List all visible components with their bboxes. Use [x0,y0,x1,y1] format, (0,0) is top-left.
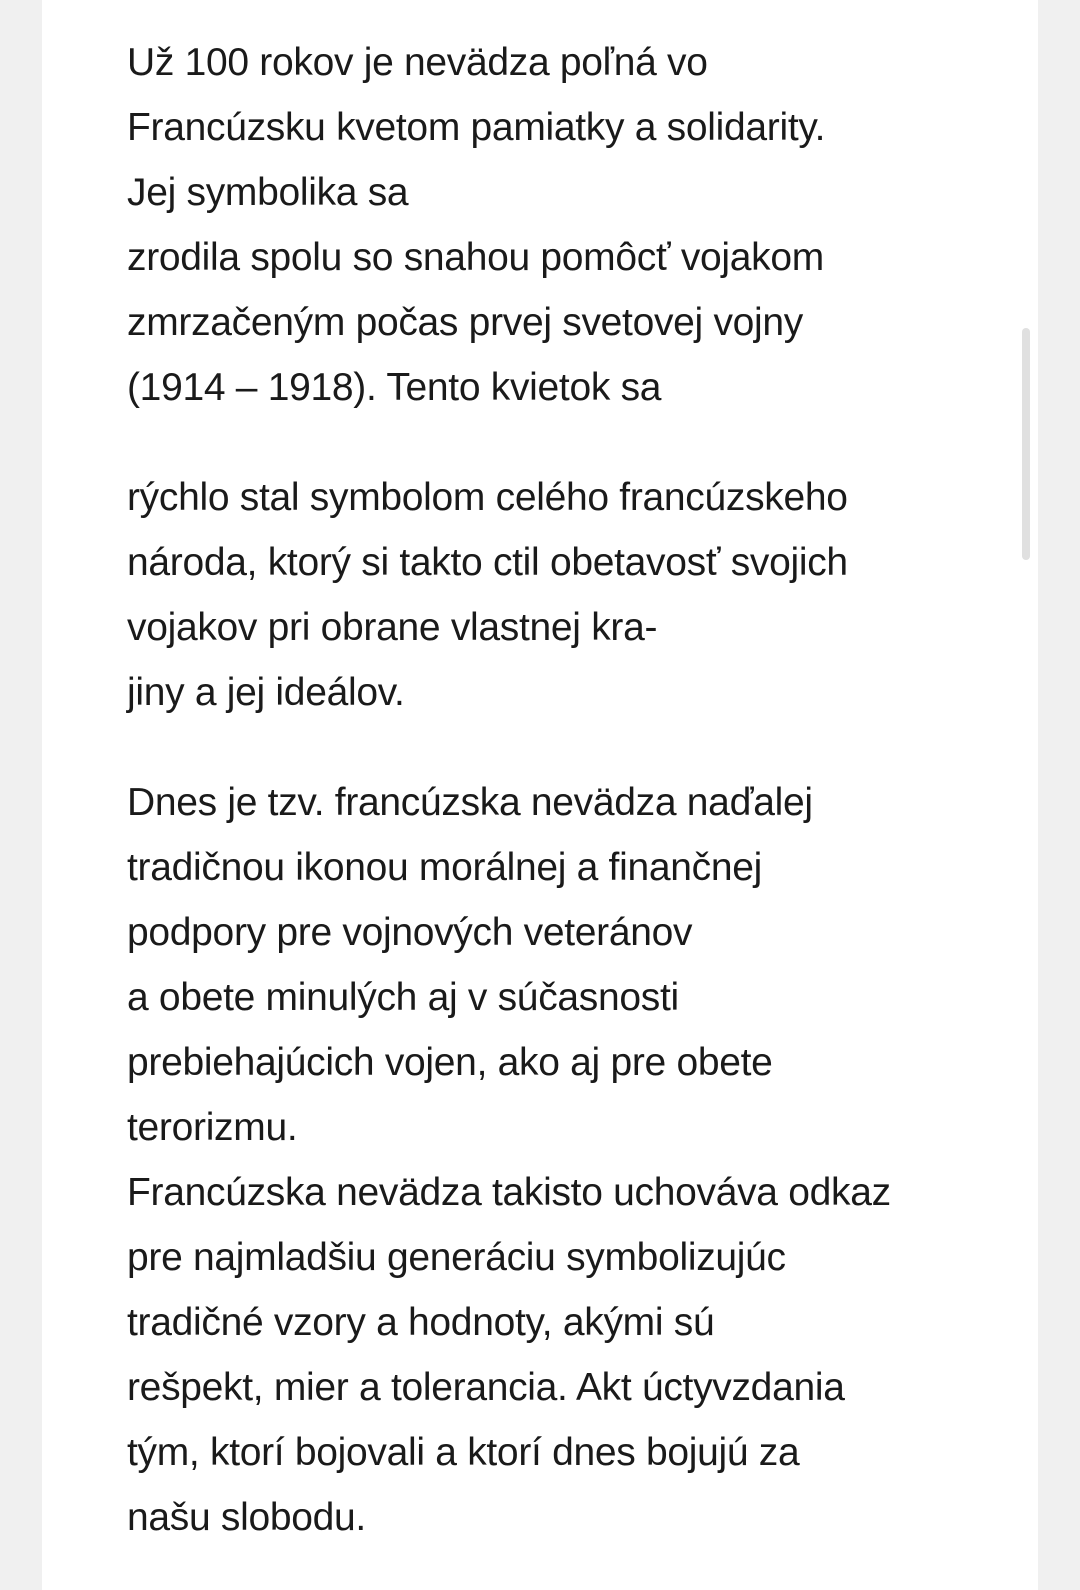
vertical-scrollbar[interactable] [1020,0,1030,1590]
text-line: vojakov pri obrane vlastnej kra- [127,606,658,649]
text-line: Už 100 rokov je nevädza poľná vo [127,41,708,84]
text-line: a obete minulých aj v súčasnosti [127,976,679,1019]
paragraph-2 [127,465,1027,725]
page-content [42,0,1038,1590]
text-line: rýchlo stal symbolom celého francúzskeho [127,476,848,519]
text-line: zrodila spolu so snahou pomôcť vojakom [127,236,824,279]
text-line: tradičné vzory a hodnoty, akými sú [127,1301,715,1344]
text-line: našu slobodu. [127,1496,366,1539]
scrollbar-thumb[interactable] [1022,328,1030,560]
text-line: rešpekt, mier a tolerancia. Akt úctyvzdania [127,1366,845,1409]
text-line: Dnes je tzv. francúzska nevädza naďalej [127,781,813,824]
text-line: tradičnou ikonou morálnej a finančnej [127,846,762,889]
article-body [127,30,1027,1550]
paragraph-1 [127,30,1027,420]
text-line: Jej symbolika sa [127,171,409,214]
text-line: prebiehajúcich vojen, ako aj pre obete [127,1041,773,1084]
text-line: pre najmladšiu generáciu symbolizujúc [127,1236,786,1279]
text-line: zmrzačeným počas prvej svetovej vojny [127,301,803,344]
text-line: Francúzska nevädza takisto uchováva odkaz [127,1171,891,1214]
text-line: národa, ktorý si takto ctil obetavosť svojich [127,541,848,584]
paragraph-3 [127,770,1027,1550]
text-line: (1914 – 1918). Tento kvietok sa [127,366,662,409]
text-line: Francúzsku kvetom pamiatky a solidarity. [127,106,826,149]
text-line: jiny a jej ideálov. [127,671,405,714]
text-line: podpory pre vojnových veteránov [127,911,693,954]
text-line: terorizmu. [127,1106,298,1149]
text-line: tým, ktorí bojovali a ktorí dnes bojujú za [127,1431,800,1474]
